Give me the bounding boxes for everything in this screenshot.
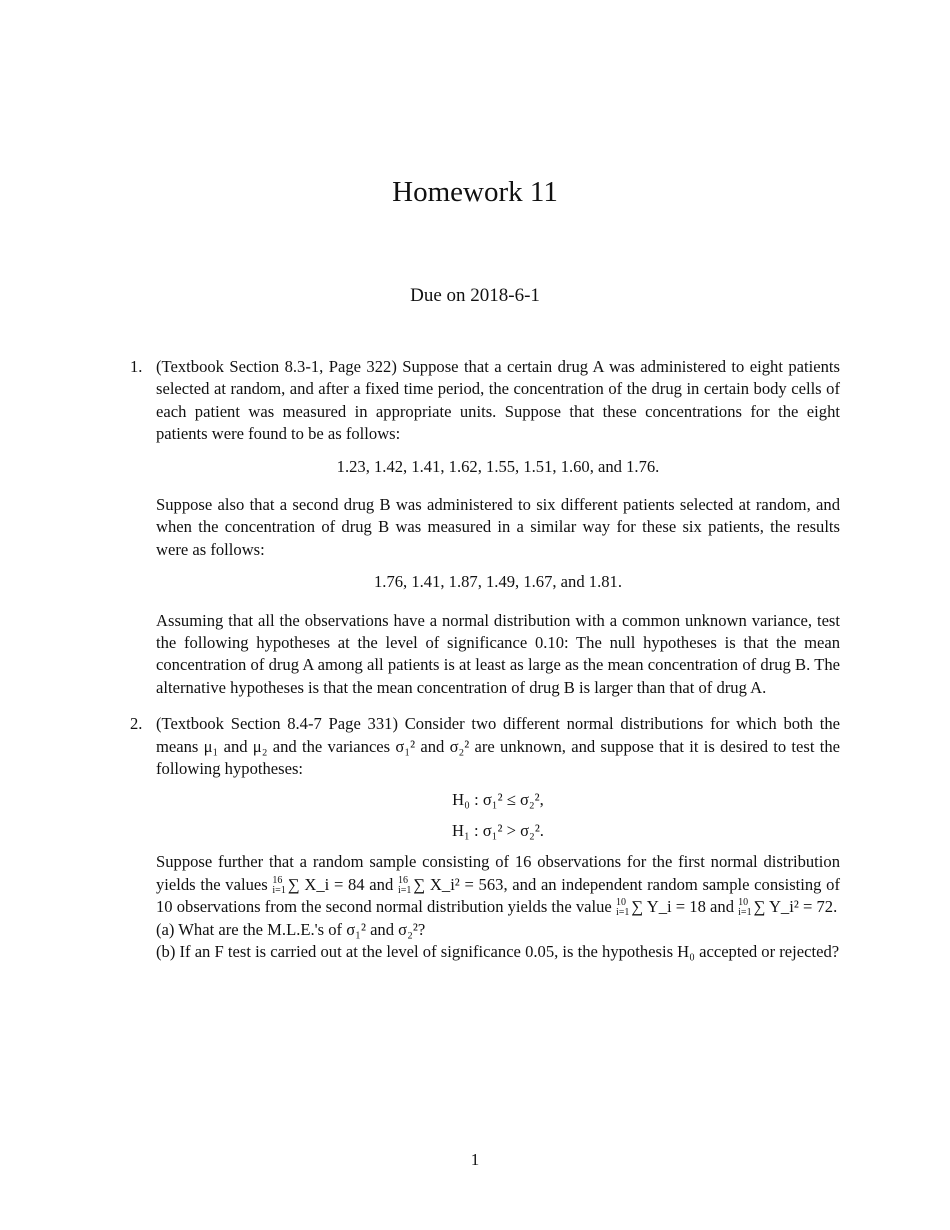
sum2-limits: 16 i=1 xyxy=(397,874,412,896)
sum3-limits: 10 i=1 xyxy=(615,897,630,919)
problem-2-sample-text: Suppose further that a random sample consisting of 16 observations for the first normal distribution yields the values 16 i=1 ∑ X_i = 84 and 16 i=1 ∑ X_i² = 563, and an independent random sample consisting of 10 observations from the second normal distribution yields the value 10 i=1 ∑ Y_i = 18 and 10 i=1 ∑ Y_i² = 72. xyxy=(156,852,840,919)
drug-b-data: 1.76, 1.41, 1.87, 1.49, 1.67, and 1.81. xyxy=(374,572,622,592)
sum1-limits: 16 i=1 xyxy=(272,874,286,896)
drug-a-data: 1.23, 1.42, 1.41, 1.62, 1.55, 1.51, 1.60, and 1.76. xyxy=(336,456,660,476)
problem-1-paragraph-2: Suppose also that a second drug B was administered to six different patients selected at random, and when the concentration of drug B was measured in a similar way for these six patients, the results were as follows: xyxy=(156,495,840,559)
due-date: Due on 2018-6-1 xyxy=(410,285,540,306)
page-number: 1 xyxy=(470,1150,480,1169)
hypotheses xyxy=(156,789,840,843)
problem-1-paragraph-3: Assuming that all the observations have a normal distribution with a common unknown variance, test the following hypotheses at the level of significance 0.10: The null hypotheses is that the mean concentration of drug A among all patients is at least as large as the mean concentration of drug B. The alternative hypotheses is that the mean concentration of drug B is larger than that of drug A. xyxy=(156,610,840,697)
problem-2-part-b: (b) If an F test is carried out at the level of significance 0.05, is the hypothesis H₀ accepted or rejected? xyxy=(156,941,840,961)
sum4-limits: 10 i=1 xyxy=(738,897,752,919)
problem-2 xyxy=(130,713,840,963)
problem-1 xyxy=(130,356,840,699)
sample-text-b: , and an independent random sample consisting of 10 observations from the second normal distribution yields the value xyxy=(156,874,840,917)
alternative-hypothesis: H₁ : σ₁² > σ₂². xyxy=(452,820,544,840)
null-hypothesis: H₀ : σ₁² ≤ σ₂², xyxy=(452,789,544,809)
document-title: Homework 11 xyxy=(392,176,558,208)
sample-text-a: Suppose further that a random sample consisting of 16 observations for the first normal distribution yields the values xyxy=(156,852,840,894)
sum-y-squared: ∑ Y_i² = 72 xyxy=(753,897,834,917)
problem-list xyxy=(130,356,840,977)
problem-1-paragraph-1: (Textbook Section 8.3-1, Page 322) Suppose that a certain drug A was administered to eight patients selected at random, and after a fixed time period, the concentration of the drug in certain body cells of each patient was measured in appropriate units. Suppose that these concentrations for the eight patients were found to be as follows: xyxy=(156,357,840,444)
problem-number: 2. xyxy=(130,714,143,734)
problem-number: 1. xyxy=(130,357,143,376)
sum-y: ∑ Y_i = 18 xyxy=(631,897,706,917)
sum-x-squared: ∑ X_i² = 563 xyxy=(413,874,504,894)
problem-2-part-a: (a) What are the M.L.E.'s of σ₁² and σ₂²? xyxy=(156,919,426,939)
sum-x: ∑ X_i = 84 xyxy=(287,874,365,894)
problem-2-intro: (Textbook Section 8.4-7 Page 331) Consider two different normal distributions for which both the means μ₁ and μ₂ and the variances σ₁² and σ₂² are unknown, and suppose that it is desired to test the following hypotheses: xyxy=(156,714,840,779)
